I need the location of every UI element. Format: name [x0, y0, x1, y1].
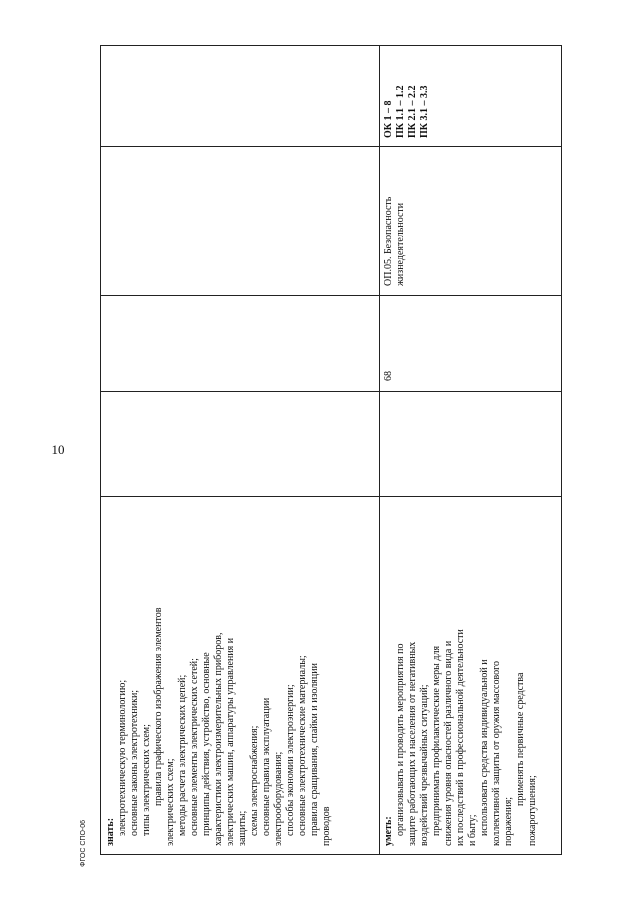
discipline-line2: жизнедеятельности	[395, 202, 406, 286]
skills-line: и быту;	[467, 814, 478, 846]
skills-line: применять первичные средства	[515, 672, 526, 806]
knowledge-line: характеристики электроизмерительных приборов,	[213, 632, 224, 846]
competency-code: ПК 2.1 – 2.2	[407, 85, 418, 138]
knowledge-line: электротехническую терминологию;	[117, 679, 128, 836]
skills-line: использовать средства индивидуальной и	[479, 659, 490, 836]
curriculum-table	[100, 45, 562, 855]
knowledge-line: способы экономии электроэнергии;	[285, 684, 296, 836]
knowledge-line: методы расчета электрических цепей;	[177, 674, 188, 836]
skills-line: защите работающих и населения от негативных	[407, 641, 418, 846]
discipline-cell	[383, 197, 407, 286]
knowledge-line: защиты;	[237, 810, 248, 846]
skills-cell	[383, 501, 539, 846]
footer-code: ФГОС СПО-06	[80, 820, 87, 867]
knowledge-heading: знать:	[105, 817, 116, 846]
knowledge-line: проводов	[321, 806, 332, 846]
knowledge-line: основные электротехнические материалы;	[297, 655, 308, 836]
knowledge-line: принципы действия, устройство, основные	[201, 652, 212, 836]
skills-line: снижения уровня опасностей различного вида и	[443, 640, 454, 846]
knowledge-cell	[105, 501, 333, 846]
page-number: 10	[51, 442, 65, 457]
competency-code: ОК 1 – 8	[383, 100, 394, 138]
competency-code: ПК 1.1 – 1.2	[395, 85, 406, 138]
skills-line: организовывать и проводить мероприятия по	[395, 643, 406, 836]
table-col-divider	[101, 391, 561, 392]
knowledge-line: электрических машин, аппаратуры управления и	[225, 637, 236, 846]
knowledge-line: правила графического изображения элементов	[153, 607, 164, 806]
hours-value: 68	[383, 371, 394, 381]
competencies-cell	[383, 85, 431, 138]
discipline-line1: ОП.05. Безопасность	[383, 196, 394, 286]
table-col-divider	[101, 496, 561, 497]
skills-line: поражения;	[503, 796, 514, 846]
table-col-divider	[101, 295, 561, 296]
knowledge-line: правила сращивания, спайки и изоляции	[309, 663, 320, 836]
skills-line: воздействий чрезвычайных ситуаций;	[419, 684, 430, 846]
table-col-divider	[101, 146, 561, 147]
competency-code: ПК 3.1 – 3.3	[419, 85, 430, 138]
table-row-divider	[379, 46, 380, 854]
skills-line: предпринимать профилактические меры для	[431, 645, 442, 836]
knowledge-line: типы электрических схем;	[141, 724, 152, 836]
skills-line: пожаротушения;	[527, 775, 538, 846]
skills-line: коллективной защиты от оружия массового	[491, 661, 502, 846]
skills-line: их последствий в профессиональной деятельности	[455, 629, 466, 846]
knowledge-line: электрооборудования;	[273, 751, 284, 846]
knowledge-line: основные законы электротехники;	[129, 689, 140, 836]
knowledge-line: основные правила эксплуатации	[261, 697, 272, 836]
knowledge-line: электрических схем;	[165, 758, 176, 846]
hours-cell	[383, 371, 395, 381]
skills-heading: уметь:	[383, 816, 394, 846]
knowledge-line: основные элементы электрических сетей;	[189, 658, 200, 836]
knowledge-line: схемы электроснабжения;	[249, 725, 260, 836]
